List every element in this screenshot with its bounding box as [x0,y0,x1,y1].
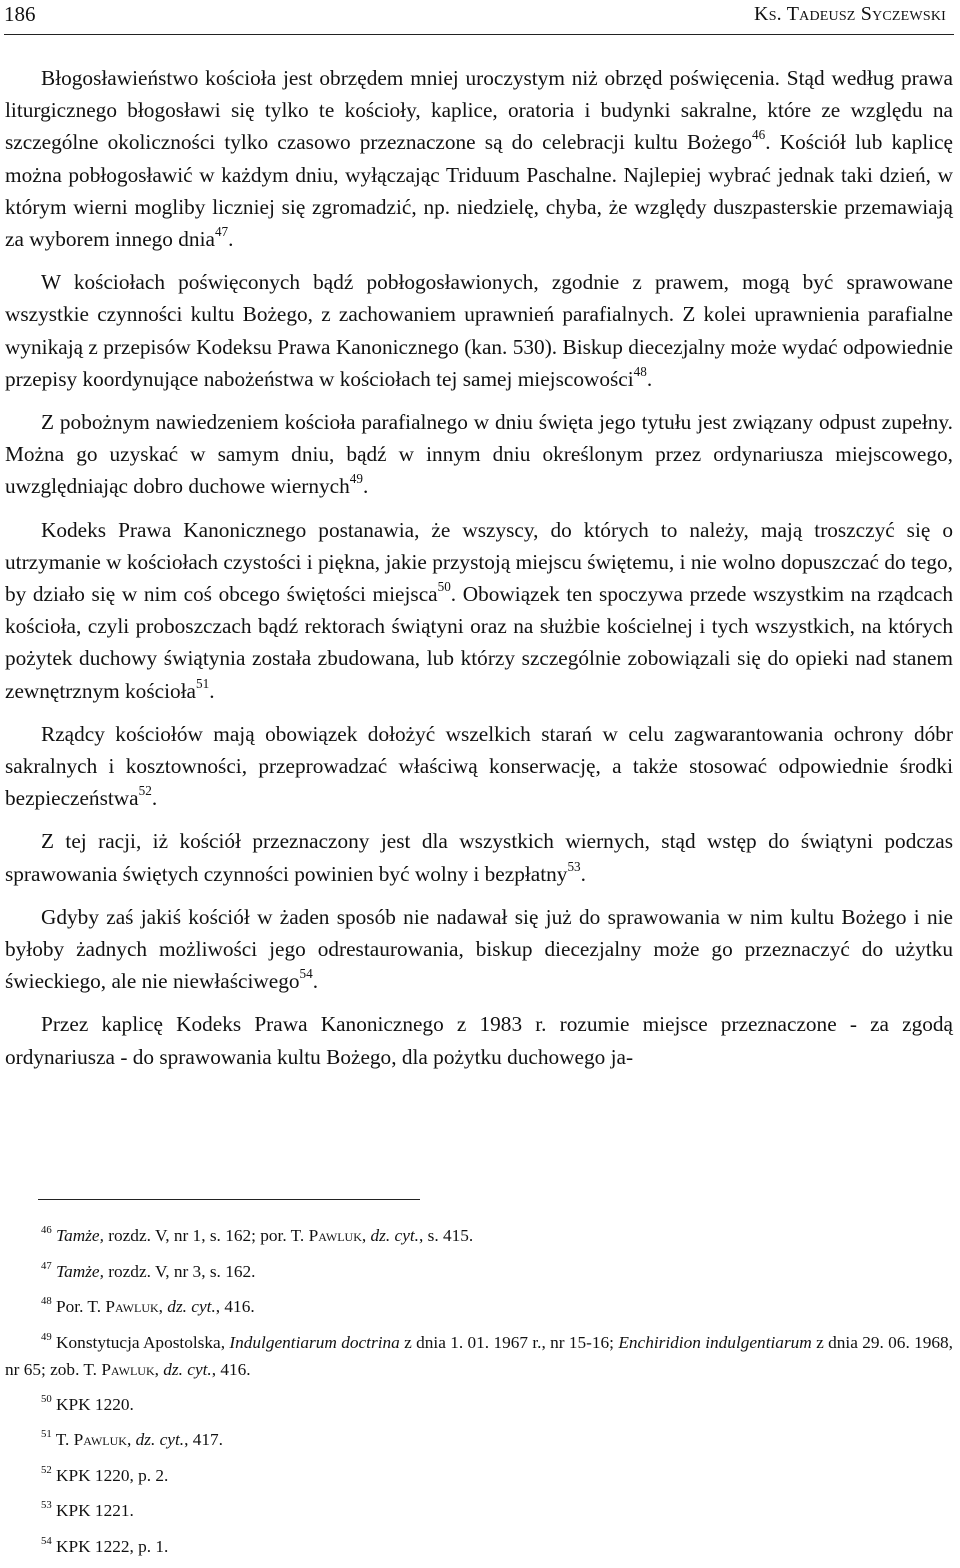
text-run: . Obowiązek ten spoczywa przede wszystkim na rządcach kościoła, czyli proboszczach bądź rektorach świątyni oraz na służbie kościelnej i tych wszystkich, na których pożytek duchowy świątynia została zbudowana, lub którzy szczególnie zobowiązali się do opieki nad stanem zewnętrznym kościoła [5,582,953,703]
text-run: , 416. [215,1297,255,1316]
text-run: . [209,678,215,703]
text-run: KPK 1220. [51,1394,134,1414]
text-run: Błogosławieństwo kościoła jest obrzędem mniej uroczystym niż obrzęd poświęcenia. Stąd według prawa liturgicznego błogosławi się tylko te kościoły, kaplice, oratoria i budynki sakralne, które ze względu na szczególne okoliczności tylko czasowo przeznaczone są do celebracji kultu Bożego [5,66,953,155]
text-run: . [151,786,158,811]
text-run: , 416. [211,1360,251,1379]
footnote-46 [5,1222,953,1250]
text-run: Tamże, [56,1226,104,1245]
text-run: . [580,861,586,886]
paragraph [5,718,953,815]
text-run: Indulgentiarum doctrina [229,1332,400,1352]
text-run: , [158,1297,168,1316]
text-run: Kodeks Prawa Kanonicznego postanawia, że wszyscy, do których to należy, mają troszczyć się o utrzymanie w kościołach czystości i piękna, jakie przystoją miejscu świętemu, i nie wolno dopuszczać do tego, by działo się w nim coś obcego świętości miejsca [5,517,953,607]
text-run: Tamże, [56,1261,104,1281]
text-run: . Kościół lub kaplicę można pobłogosławić w każdym dniu, wyłączając Triduum Paschalne. Najlepiej wybrać jednak taki dzień, w którym wierni mogliby liczniej się zgromadzić, np. niedzielę, chyba, że względy duszpasterskie przemawiają za wyborem innego dnia [5,130,953,252]
footnote-ref: 48 [633,363,647,379]
footnote-ref: 49 [349,471,363,487]
footnote-number: 54 [41,1534,52,1547]
footnote-ref: 47 [214,224,229,240]
footnote-ref: 50 [437,579,451,595]
paragraph [5,901,953,998]
text-run: , [154,1360,164,1379]
text-run: W kościołach poświęconych bądź pobłogosławionych, zgodnie z prawem, mogą być sprawowane wszystkie czynności kultu Bożego, z zachowaniem uprawnień parafialnych. Z kolei uprawnienia parafialne wynikają z przepisów Kodeksu Prawa Kanonicznego (kan. 530). Biskup diecezjalny może wydać odpowiednie przepisy koordynujące nabożeństwa w kościołach tej samej miejscowości [5,270,953,391]
page-header [4,0,954,35]
author-name: Pawluk [73,1430,127,1449]
footnote-number: 51 [41,1427,52,1440]
footnote-54 [5,1533,953,1561]
footnote-50 [5,1391,953,1419]
paragraph [5,825,953,889]
footnote-48 [5,1293,953,1321]
footnote-52 [5,1462,953,1490]
text-run: Gdyby zaś jakiś kościół w żaden sposób nie nadawał się już do sprawowania w nim kultu Bożego i nie byłoby żadnych możliwości jego odrestaurowania, biskup diecezjalny może go przeznaczyć do użytku świeckiego, ale nie niewłaściwego [5,904,953,994]
page-number: 186 [4,2,36,26]
author-name: Pawluk [105,1297,159,1316]
running-title: Ks. Tadeusz Syczewski [754,3,946,25]
text-run: dz. cyt. [167,1297,216,1316]
text-run: . [362,474,369,499]
footnote-47 [5,1258,953,1286]
footnotes [5,1222,953,1568]
text-run: dz. cyt. [135,1430,185,1449]
text-run: dz. cyt. [370,1226,419,1245]
text-run: rozdz. V, nr 3, s. 162. [103,1261,256,1281]
footnote-ref: 54 [299,966,313,982]
text-run: Z pobożnym nawiedzeniem kościoła parafialnego w dniu święta jego tytułu jest związany odpust zupełny. Można go uzyskać w samym dniu, bądź w innym dniu określonym przez ordynariusza miejscowego, uwzględniając dobro duchowe wiernych [5,410,953,499]
footnote-number: 53 [41,1498,52,1511]
author-name: Pawluk [308,1226,362,1245]
paragraph [5,406,953,503]
text-run: . [312,969,319,994]
footnote-49 [5,1329,953,1384]
text-run: rozdz. V, nr 1, s. 162; por. T. [103,1226,309,1245]
author-name: Pawluk [101,1360,155,1379]
text-run: Przez kaplicę Kodeks Prawa Kanonicznego z 1983 r. rozumie miejsce przeznaczone - za zgodą ordynariusza - do sprawowania kultu Bożego, dla pożytku duchowego ja- [5,1012,953,1069]
text-run: Z tej racji, iż kościół przeznaczony jest dla wszystkich wiernych, stąd wstęp do świątyni podczas sprawowania świętych czynności powinien być wolny i bezpłatny [5,829,953,886]
footnote-number: 52 [41,1463,52,1476]
text-run: , [361,1226,371,1245]
text-run: KPK 1222, p. 1. [51,1536,169,1556]
text-run: Konstytucja Apostolska, [51,1332,230,1352]
footnote-number: 48 [41,1294,52,1307]
main-text [5,62,953,1084]
paragraph [5,1008,953,1072]
text-run: Enchiridion indulgentiarum [618,1332,812,1352]
text-run: . [228,227,234,252]
paragraph [5,266,953,395]
paragraph [5,62,953,255]
text-run: Por. T. [51,1297,106,1316]
text-run: T. [51,1430,74,1449]
footnote-number: 46 [41,1223,52,1236]
footnote-ref: 52 [138,783,152,799]
footnote-number: 49 [41,1330,52,1343]
footnote-51 [5,1426,953,1454]
text-run: z dnia 29. 06. 1968, nr 65; zob. T. [5,1332,953,1379]
footnote-number: 50 [41,1392,52,1405]
footnote-number: 47 [41,1259,52,1272]
text-run: KPK 1220, p. 2. [51,1465,169,1485]
footnote-ref: 51 [196,675,210,691]
text-run: dz. cyt. [163,1360,212,1379]
footnote-ref: 53 [567,858,581,874]
footnote-separator [38,1199,420,1200]
footnote-53 [5,1497,953,1525]
text-run: Rządcy kościołów mają obowiązek dołożyć wszelkich starań w celu zagwarantowania ochrony dóbr sakralnych i kosztowności, przeprowadzać właściwą konserwację, a także stosować odpowiednie środki bezpieczeństwa [5,721,953,811]
footnote-ref: 46 [752,127,766,143]
text-run: , s. 415. [419,1226,474,1245]
text-run: z dnia 1. 01. 1967 r., nr 15-16; [399,1332,619,1352]
paragraph [5,514,953,707]
text-run: , 417. [184,1430,223,1449]
text-run: . [646,366,653,391]
text-run: , [126,1430,136,1449]
text-run: KPK 1221. [51,1501,134,1520]
